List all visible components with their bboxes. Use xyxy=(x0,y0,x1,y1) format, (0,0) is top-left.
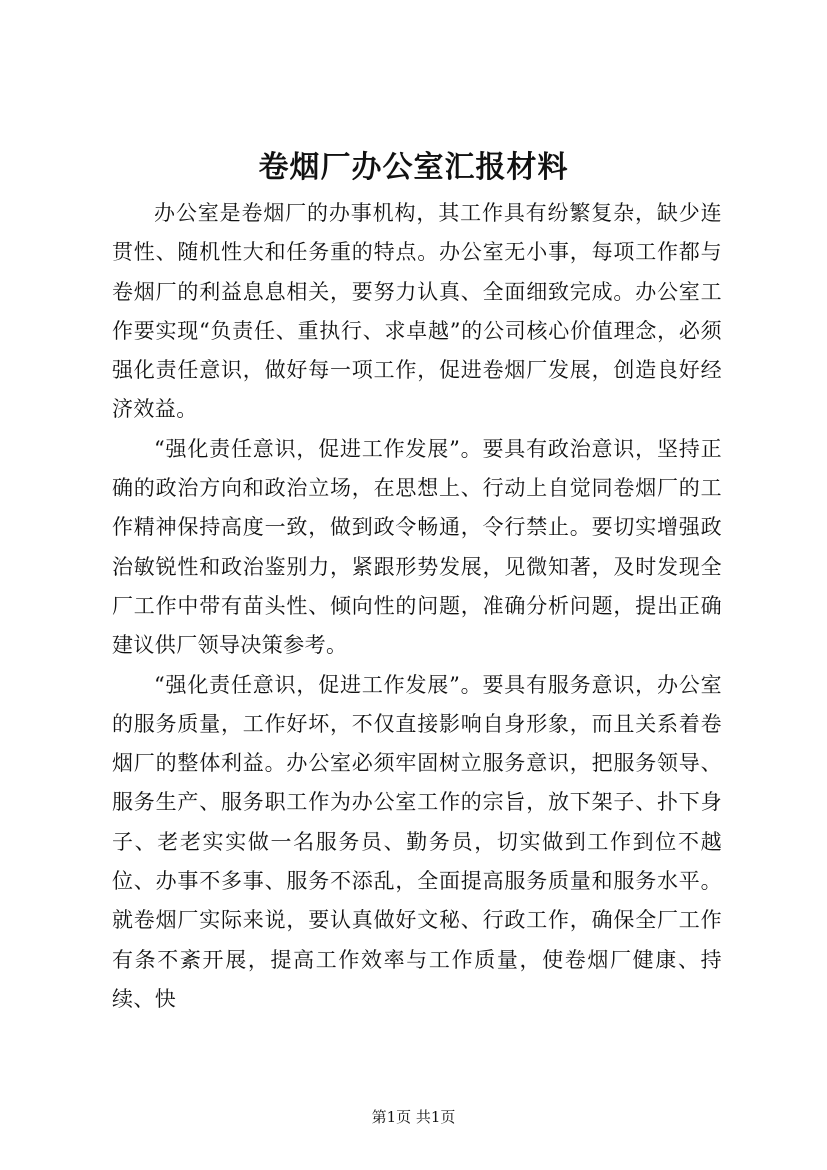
paragraph-3: “强化责任意识，促进工作发展”。要具有服务意识，办公室的服务质量，工作好坏，不仅直接影响自身形象，而且关系着卷烟厂的整体利益。办公室必须牢固树立服务意识，把服务领导、服务生产、服务职工作为办公室工作的宗旨，放下架子、扑下身子、老老实实做一名服务员、勤务员，切实做到工作到位不越位、办事不多事、服务不添乱，全面提高服务质量和服务水平。就卷烟厂实际来说，要认真做好文秘、行政工作，确保全厂工作有条不紊开展，提高工作效率与工作质量，使卷烟厂健康、持续、快 xyxy=(112,672,722,1011)
page-footer: 第1页 共1页 xyxy=(371,1108,456,1126)
paragraph-2: “强化责任意识，促进工作发展”。要具有政治意识，坚持正确的政治方向和政治立场，在思想上、行动上自觉同卷烟厂的工作精神保持高度一致，做到政令畅通，令行禁止。要切实增强政治敏锐性和政治鉴别力，紧跟形势发展，见微知著，及时发现全厂工作中带有苗头性、倾向性的问题，准确分析问题，提出正确建议供厂领导决策参考。 xyxy=(112,436,722,658)
paragraph-1: 办公室是卷烟厂的办事机构，其工作具有纷繁复杂，缺少连贯性、随机性大和任务重的特点。办公室无小事，每项工作都与卷烟厂的利益息息相关，要努力认真、全面细致完成。办公室工作要实现“负责任、重执行、求卓越”的公司核心价值理念，必须强化责任意识，做好每一项工作，促进卷烟厂发展，创造良好经济效益。 xyxy=(112,201,722,422)
document-title: 卷烟厂办公室汇报材料 xyxy=(258,150,569,185)
document-body xyxy=(112,194,722,1019)
